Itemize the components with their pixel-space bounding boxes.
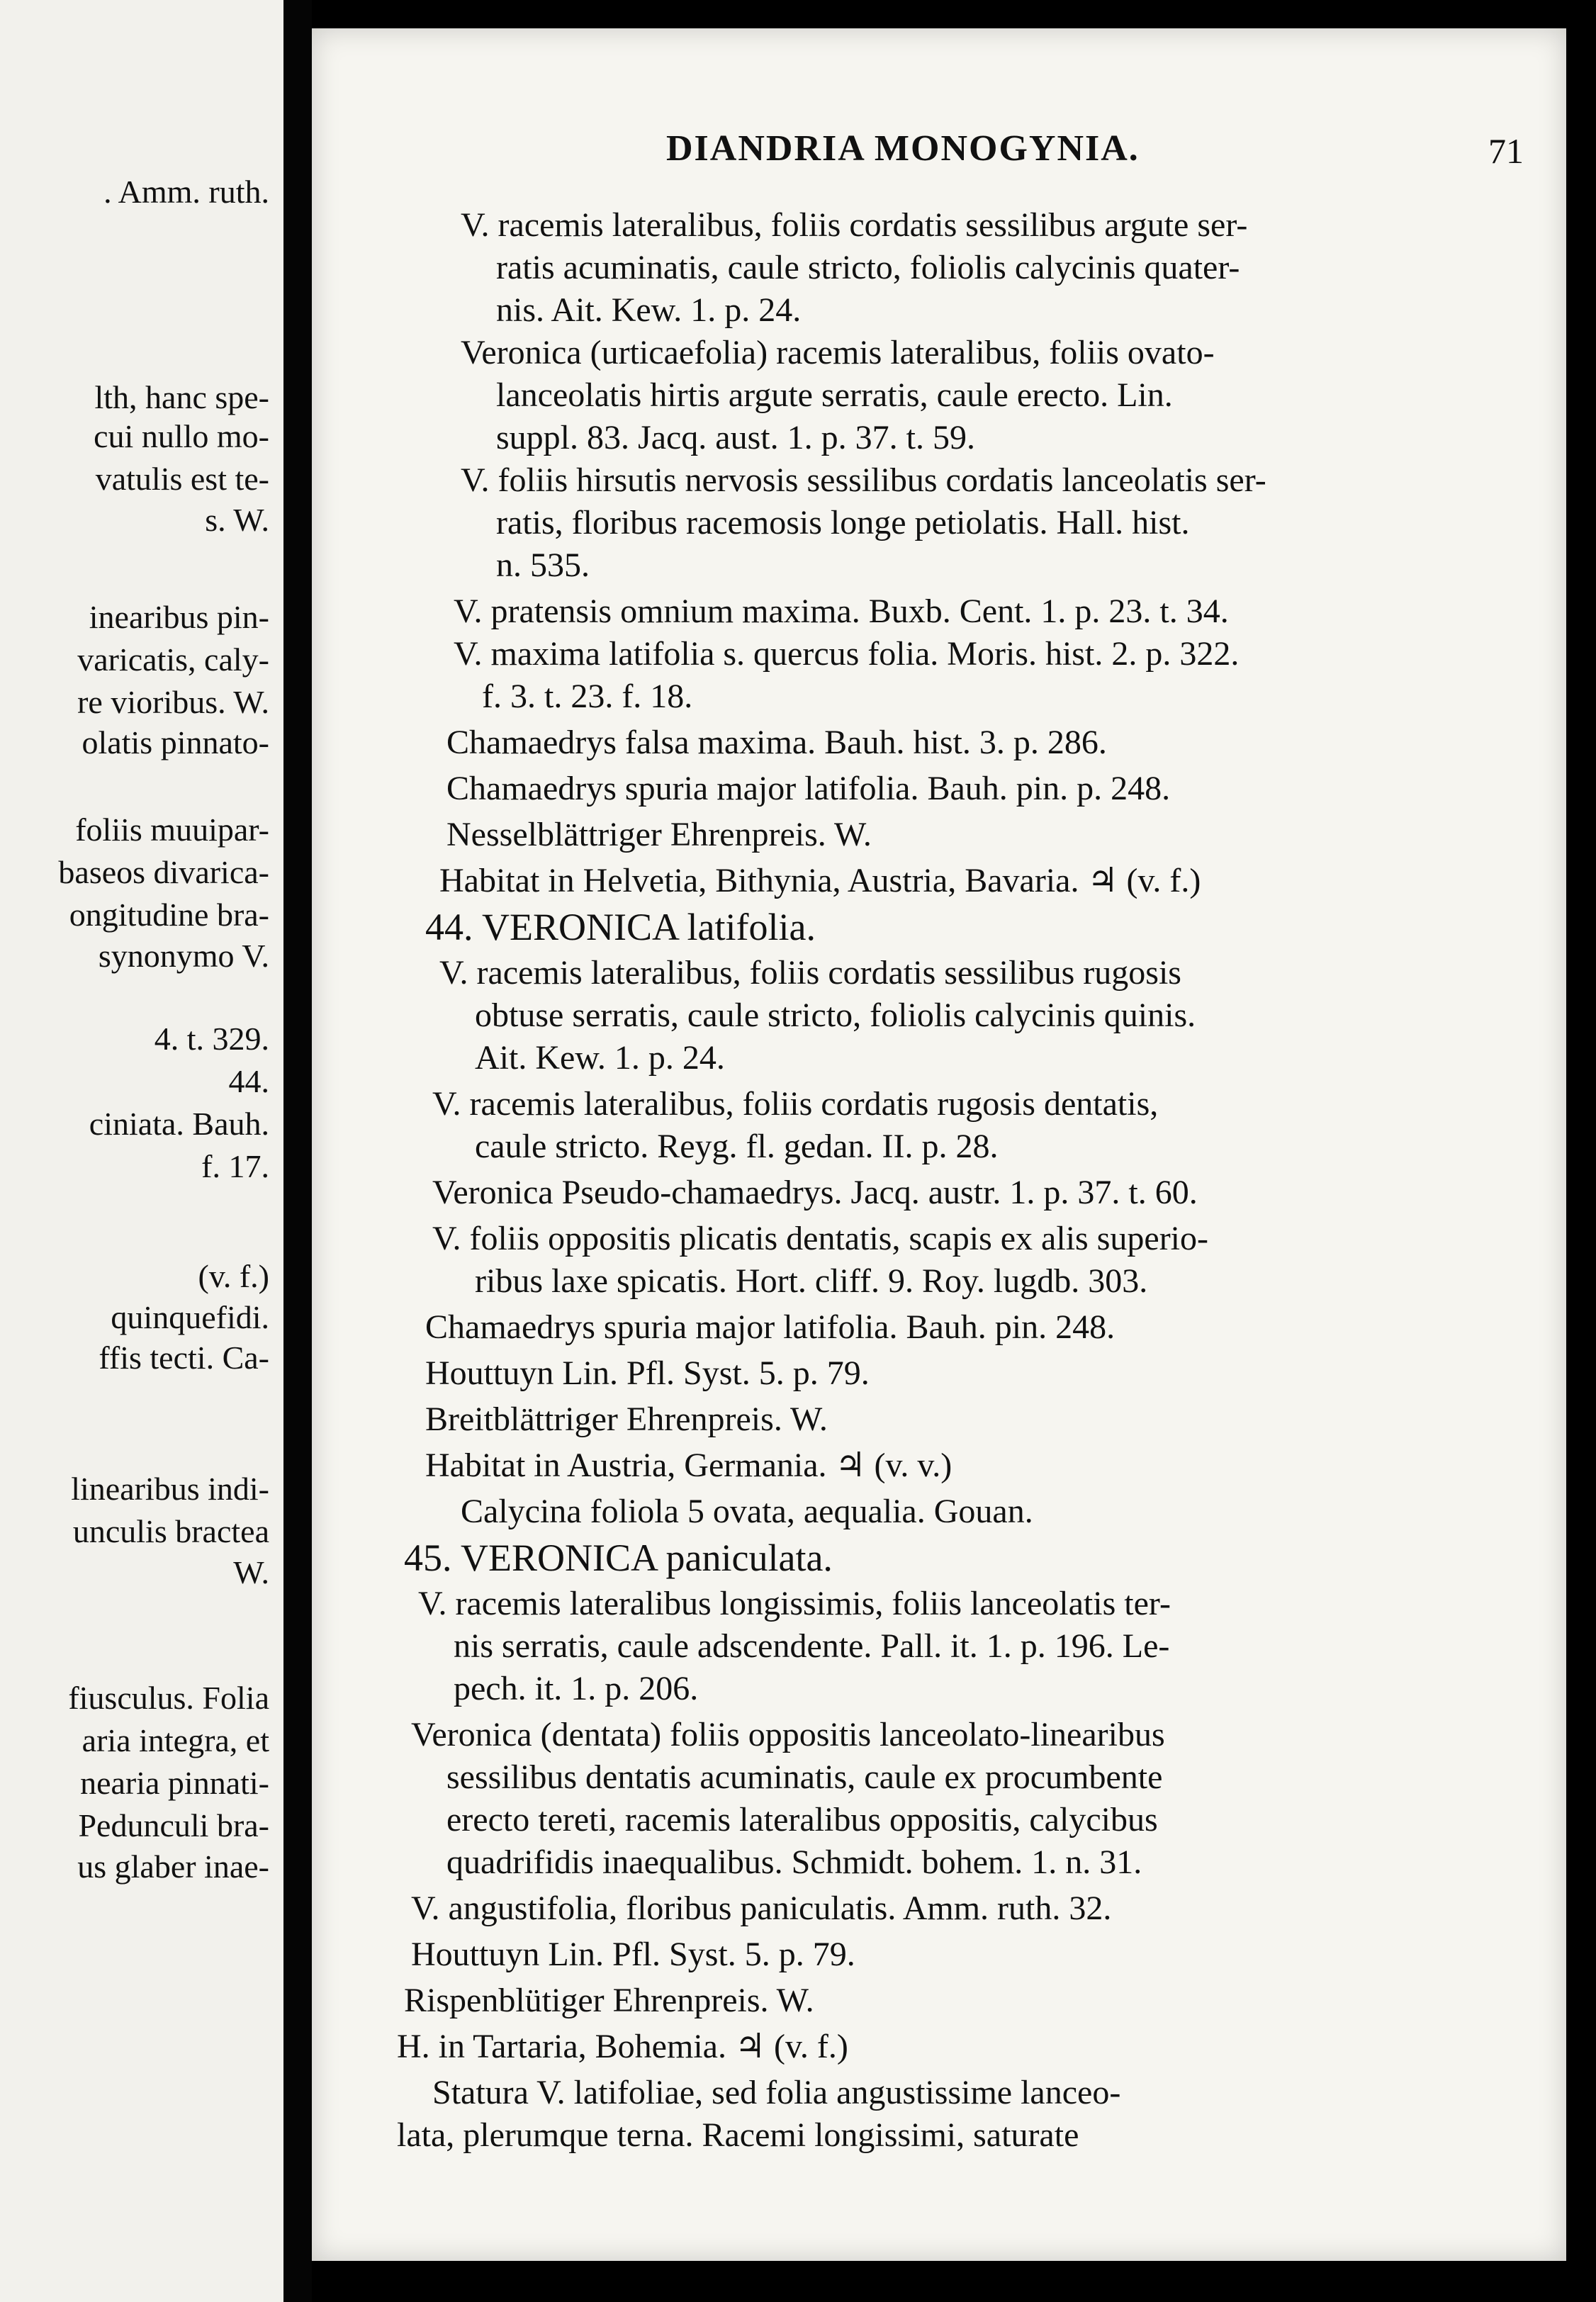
text-line: V. maxima latifolia s. quercus folia. Moris. hist. 2. p. 322. <box>454 635 1240 673</box>
text-line: V. foliis oppositis plicatis dentatis, scapis ex alis superio- <box>432 1220 1208 1257</box>
text-line: lata, plerumque terna. Racemi longissimi, saturate <box>397 2116 1079 2154</box>
left-page-line: foliis muuipar- <box>75 812 269 848</box>
text-line: f. 3. t. 23. f. 18. <box>482 678 693 715</box>
text-line: V. pratensis omnium maxima. Buxb. Cent. 1. p. 23. t. 34. <box>454 593 1229 630</box>
left-page-line: synonymo V. <box>98 938 269 974</box>
left-page-line: . Amm. ruth. <box>103 174 269 210</box>
text-line: obtuse serratis, caule stricto, foliolis calycinis quinis. <box>475 996 1196 1034</box>
text-line: n. 535. <box>496 546 590 584</box>
text-line: pech. it. 1. p. 206. <box>454 1670 699 1707</box>
text-line: H. in Tartaria, Bohemia. ♃ (v. f.) <box>397 2028 848 2065</box>
left-page-line: quinquefidi. <box>111 1299 269 1335</box>
text-line: V. angustifolia, floribus paniculatis. Amm. ruth. 32. <box>411 1890 1112 1927</box>
left-page-line: W. <box>233 1554 269 1590</box>
left-page-line: s. W. <box>205 502 269 538</box>
left-page-line: cui nullo mo- <box>94 418 269 454</box>
text-line: sessilibus dentatis acuminatis, caule ex procumbente <box>446 1758 1163 1796</box>
text-line: Ait. Kew. 1. p. 24. <box>475 1039 725 1077</box>
running-title: DIANDRIA MONOGYNIA. <box>666 128 1140 169</box>
right-page <box>312 28 1566 2261</box>
left-page-line: 44. <box>228 1063 269 1099</box>
text-line: V. racemis lateralibus longissimis, foliis lanceolatis ter- <box>418 1585 1171 1622</box>
text-line: Habitat in Helvetia, Bithynia, Austria, Bavaria. ♃ (v. f.) <box>439 862 1201 899</box>
text-line: ratis acuminatis, caule stricto, foliolis calycinis quater- <box>496 249 1240 286</box>
text-line: ratis, floribus racemosis longe petiolatis. Hall. hist. <box>496 504 1190 541</box>
text-line: Veronica (dentata) foliis oppositis lanceolato-linearibus <box>411 1716 1165 1753</box>
left-page-line: f. 17. <box>201 1148 269 1184</box>
left-page-line: ciniata. Bauh. <box>89 1106 269 1142</box>
left-page-line: fiusculus. Folia <box>68 1680 269 1716</box>
text-line: V. foliis hirsutis nervosis sessilibus cordatis lanceolatis ser- <box>461 461 1266 499</box>
text-line: V. racemis lateralibus, foliis cordatis sessilibus argute ser- <box>461 206 1248 244</box>
species-heading: 44. VERONICA latifolia. <box>425 906 816 948</box>
text-line: nis serratis, caule adscendente. Pall. it. 1. p. 196. Le- <box>454 1627 1170 1665</box>
page-number: 71 <box>1488 131 1524 171</box>
text-line: Calycina foliola 5 ovata, aequalia. Gouan. <box>461 1493 1033 1530</box>
text-line: V. racemis lateralibus, foliis cordatis sessilibus rugosis <box>439 954 1181 992</box>
text-line: Chamaedrys spuria major latifolia. Bauh. pin. p. 248. <box>446 770 1171 807</box>
left-page-line: unculis bractea <box>72 1513 269 1549</box>
left-page-line: varicatis, caly- <box>77 641 269 678</box>
left-page-line: linearibus indi- <box>71 1471 269 1507</box>
text-line: Nesselblättriger Ehrenpreis. W. <box>446 816 872 853</box>
text-line: Habitat in Austria, Germania. ♃ (v. v.) <box>425 1447 952 1484</box>
left-page-line: inearibus pin- <box>89 599 269 635</box>
text-line: Rispenblütiger Ehrenpreis. W. <box>404 1982 814 2019</box>
left-page-line: nearia pinnati- <box>80 1765 269 1801</box>
left-page-line: Pedunculi bra- <box>78 1807 269 1843</box>
text-line: lanceolatis hirtis argute serratis, caule erecto. Lin. <box>496 376 1173 414</box>
left-page-line: 4. t. 329. <box>154 1021 269 1057</box>
left-page-line: vatulis est te- <box>95 461 269 497</box>
text-line: Chamaedrys falsa maxima. Bauh. hist. 3. p. 286. <box>446 724 1107 761</box>
left-page-line: re vioribus. W. <box>77 684 269 720</box>
left-page-line: ffis tecti. Ca- <box>99 1340 269 1376</box>
text-line: Statura V. latifoliae, sed folia angustissime lanceo- <box>432 2074 1121 2111</box>
left-page-line: ongitudine bra- <box>69 897 269 933</box>
book-gutter <box>283 0 312 2302</box>
text-line: Houttuyn Lin. Pfl. Syst. 5. p. 79. <box>425 1354 870 1392</box>
text-line: nis. Ait. Kew. 1. p. 24. <box>496 291 802 329</box>
text-line: erecto tereti, racemis lateralibus oppositis, calycibus <box>446 1801 1158 1838</box>
left-page-line: lth, hanc spe- <box>94 379 269 415</box>
text-line: Chamaedrys spuria major latifolia. Bauh. pin. 248. <box>425 1308 1115 1346</box>
text-line: quadrifidis inaequalibus. Schmidt. bohem. 1. n. 31. <box>446 1843 1142 1881</box>
species-heading: 45. VERONICA paniculata. <box>404 1537 833 1579</box>
left-page-line: olatis pinnato- <box>82 724 269 760</box>
left-page-line: us glaber inae- <box>77 1848 269 1885</box>
running-head <box>312 128 1566 177</box>
left-page <box>0 0 283 2302</box>
text-line: Veronica Pseudo-chamaedrys. Jacq. austr. 1. p. 37. t. 60. <box>432 1174 1198 1211</box>
text-line: Houttuyn Lin. Pfl. Syst. 5. p. 79. <box>411 1936 855 1973</box>
text-line: Breitblättriger Ehrenpreis. W. <box>425 1400 828 1438</box>
text-line: suppl. 83. Jacq. aust. 1. p. 37. t. 59. <box>496 419 975 456</box>
left-page-line: (v. f.) <box>198 1258 269 1294</box>
text-line: caule stricto. Reyg. fl. gedan. II. p. 28. <box>475 1128 999 1165</box>
text-line: V. racemis lateralibus, foliis cordatis rugosis dentatis, <box>432 1085 1159 1123</box>
text-line: Veronica (urticaefolia) racemis lateralibus, foliis ovato- <box>461 334 1215 371</box>
left-page-line: baseos divarica- <box>58 854 269 890</box>
text-line: ribus laxe spicatis. Hort. cliff. 9. Roy. lugdb. 303. <box>475 1262 1148 1300</box>
left-page-line: aria integra, et <box>82 1722 269 1758</box>
